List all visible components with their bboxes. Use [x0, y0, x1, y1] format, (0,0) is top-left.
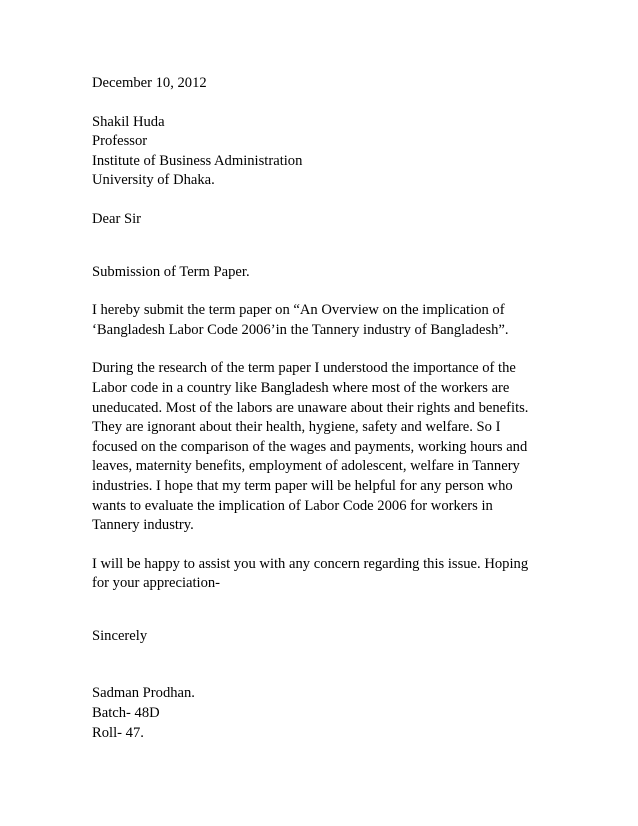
recipient-department: Institute of Business Administration [92, 152, 303, 169]
paragraph-line: They are ignorant about their health, hygiene, safety and welfare. So I [92, 419, 501, 436]
paragraph-line: wants to evaluate the implication of Labor Code 2006 for workers in [92, 497, 493, 514]
signer-name: Sadman Prodhan. [92, 685, 195, 702]
paragraph-line: Labor code in a country like Bangladesh where most of the workers are [92, 379, 510, 396]
paragraph-intro [92, 301, 562, 340]
recipient-name: Shakil Huda [92, 113, 165, 130]
paragraph-research [92, 359, 562, 535]
paragraph-line: Tannery industry. [92, 517, 194, 534]
paragraph-line: During the research of the term paper I understood the importance of the [92, 360, 516, 377]
paragraph-line: ‘Bangladesh Labor Code 2006’in the Tannery industry of Bangladesh”. [92, 321, 509, 338]
paragraph-line: leaves, maternity benefits, employment of adolescent, welfare in Tannery [92, 458, 520, 475]
recipient-block [92, 113, 562, 191]
paragraph-line: I hereby submit the term paper on “An Overview on the implication of [92, 302, 505, 319]
paragraph-line: for your appreciation- [92, 575, 221, 592]
signature-block [92, 684, 562, 743]
paragraph-line: focused on the comparison of the wages and payments, working hours and [92, 438, 528, 455]
paragraph-line: industries. I hope that my term paper will be helpful for any person who [92, 477, 513, 494]
letter-date: December 10, 2012 [92, 75, 207, 91]
closing-word: Sincerely [92, 627, 148, 644]
recipient-university: University of Dhaka. [92, 172, 215, 189]
recipient-title: Professor [92, 133, 148, 150]
cover-letter [92, 74, 562, 743]
salutation: Dear Sir [92, 210, 142, 227]
paragraph-line: uneducated. Most of the labors are unaware about their rights and benefits. [92, 399, 529, 416]
subject-line: Submission of Term Paper. [92, 263, 250, 280]
signer-batch: Batch- 48D [92, 705, 160, 722]
paragraph-line: I will be happy to assist you with any concern regarding this issue. Hoping [92, 555, 529, 572]
signer-roll: Roll- 47. [92, 724, 144, 741]
paragraph-closing [92, 555, 562, 594]
